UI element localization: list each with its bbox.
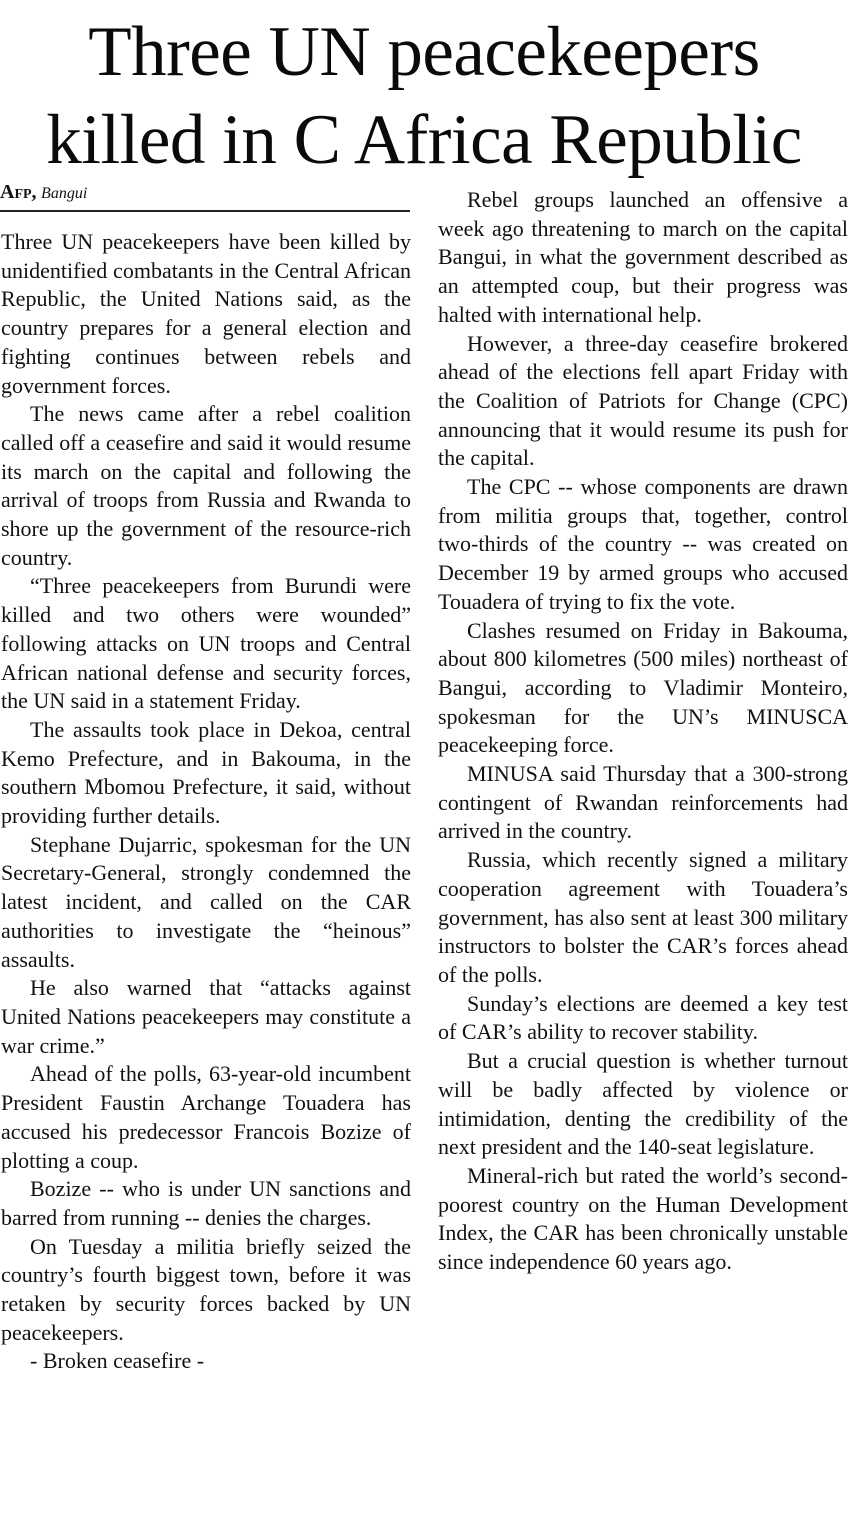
- right-column: [438, 186, 848, 1277]
- paragraph: But a crucial question is whether turnout will be badly affected by violence or intimidation, denting the credibility of the next president and the 140-seat legislature.: [438, 1048, 848, 1160]
- paragraph: Bozize -- who is under UN sanctions and barred from running -- denies the charges.: [1, 1176, 411, 1230]
- byline: [0, 180, 410, 212]
- paragraph: On Tuesday a militia briefly seized the country’s fourth biggest town, before it was retaken by security forces backed by UN peacekeepers.: [1, 1233, 411, 1345]
- paragraph: Three UN peacekeepers have been killed by unidentified combatants in the Central African Republic, the United Nations said, as the country prepares for a general election and fighting continues between rebels and government forces.: [1, 229, 411, 398]
- paragraph: The news came after a rebel coalition called off a ceasefire and said it would resume its march on the capital and following the arrival of troops from Russia and Rwanda to shore up the government of the resource-rich country.: [1, 401, 411, 570]
- headline-line-2: killed in C Africa Republic: [46, 101, 802, 179]
- paragraph: He also warned that “attacks against United Nations peacekeepers may constitute a war crime.”: [1, 975, 411, 1058]
- paragraph: Sunday’s elections are deemed a key test of CAR’s ability to recover stability.: [438, 990, 848, 1045]
- paragraph: MINUSA said Thursday that a 300-strong contingent of Rwandan reinforcements had arrived in the country.: [438, 761, 848, 844]
- paragraph: Rebel groups launched an offensive a week ago threatening to march on the capital Bangui, in what the government described as an attempted coup, but their progress was halted with international help.: [438, 187, 848, 327]
- paragraph: Mineral-rich but rated the world’s second-poorest country on the Human Development Index, the CAR has been chronically unstable since independence 60 years ago.: [438, 1162, 848, 1275]
- headline-line-1: Three UN peacekeepers: [88, 13, 760, 91]
- paragraph: “Three peacekeepers from Burundi were killed and two others were wounded” following attacks on UN troops and Central African national defense and security forces, the UN said in a statement Friday.: [1, 573, 411, 714]
- paragraph: Ahead of the polls, 63-year-old incumbent President Faustin Archange Touadera has accused his predecessor Francois Bozize of plotting a coup.: [1, 1061, 411, 1173]
- paragraph: Stephane Dujarric, spokesman for the UN Secretary-General, strongly condemned the latest incident, and called on the CAR authorities to investigate the “heinous” assaults.: [1, 831, 411, 972]
- paragraph: Russia, which recently signed a military cooperation agreement with Touadera’s government, has also sent at least 300 military instructors to bolster the CAR’s forces ahead of the polls.: [438, 847, 848, 987]
- paragraph: Clashes resumed on Friday in Bakouma, about 800 kilometres (500 miles) northeast of Bangui, according to Vladimir Monteiro, spokesman for the UN’s MINUSCA peacekeeping force.: [438, 617, 848, 758]
- byline-place: Bangui: [41, 185, 88, 202]
- paragraph: However, a three-day ceasefire brokered ahead of the elections fell apart Friday with the Coalition of Patriots for Change (CPC) announcing that it would resume its push for the capital.: [438, 330, 848, 471]
- paragraph: The assaults took place in Dekoa, central Kemo Prefecture, and in Bakouma, in the southern Mbomou Prefecture, it said, without providing further details.: [1, 716, 411, 829]
- left-column: [1, 228, 411, 1376]
- byline-agency: Afp,: [0, 181, 37, 203]
- headline: [0, 8, 848, 184]
- paragraph: The CPC -- whose components are drawn from militia groups that, together, control two-thirds of the country -- was created on December 19 by armed groups who accused Touadera of trying to fix the vote.: [438, 474, 848, 614]
- subhead-broken-ceasefire: - Broken ceasefire -: [30, 1348, 205, 1374]
